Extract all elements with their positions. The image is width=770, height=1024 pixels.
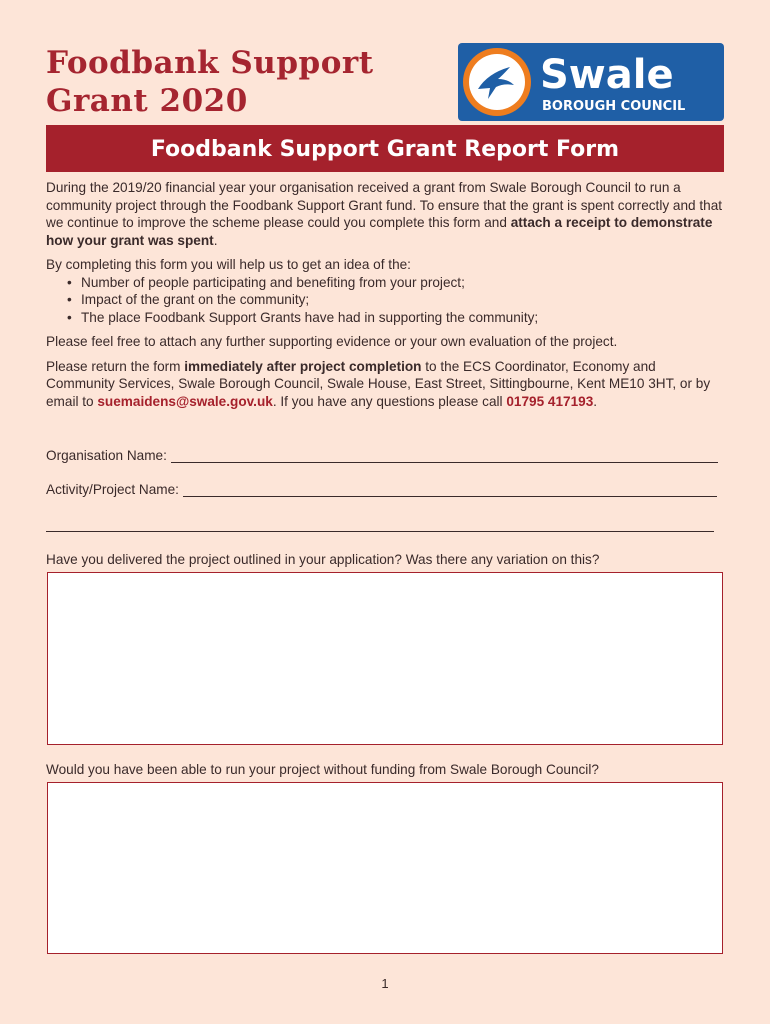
purpose-list xyxy=(46,274,726,327)
activity-name-continuation-line[interactable] xyxy=(46,531,714,532)
intro-paragraph-3: Please feel free to attach any further supporting evidence or your own evaluation of the project. xyxy=(46,334,618,349)
organisation-name-input[interactable] xyxy=(171,448,718,463)
list-item: • Number of people participating and benefiting from your project; xyxy=(81,274,726,292)
receipt-instruction: attach a receipt to demonstrate how your grant was spent xyxy=(46,215,713,248)
answer-box-2[interactable] xyxy=(47,782,723,954)
title-line-1: Foodbank Support xyxy=(46,45,374,81)
activity-name-label: Activity/Project Name: xyxy=(46,482,179,497)
intro-paragraph-2: By completing this form you will help us to get an idea of the: xyxy=(46,257,411,272)
intro-paragraph-1: During the 2019/20 financial year your organisation received a grant from Swale Borough Council to run a community project through the Foodbank Support Grant fund. To ensure that the grant is spent correctly and that we continue to improve the scheme please could you complete this form and attach a receipt to demonstrate how your grant was spent. xyxy=(46,180,723,248)
email-link[interactable]: suemaidens@swale.gov.uk xyxy=(97,393,273,409)
question-2: Would you have been able to run your project without funding from Swale Borough Council? xyxy=(46,762,599,777)
list-item: • The place Foodbank Support Grants have had in supporting the community; xyxy=(81,309,726,327)
question-1: Have you delivered the project outlined in your application? Was there any variation on this? xyxy=(46,552,600,567)
logo-sub-text: BOROUGH COUNCIL xyxy=(542,99,686,114)
intro-paragraph-4: Please return the form immediately after project completion to the ECS Coordinator, Economy and Community Services, Swale Borough Council, Swale House, East Street, Sittingbourne, Kent ME10 3HT, or by email to suemaidens@swale.gov.uk. If you have any questions please call 01795 417193. xyxy=(46,358,711,409)
logo-main-text: Swale xyxy=(540,52,674,98)
activity-name-field xyxy=(46,482,717,497)
swale-logo-graphic xyxy=(458,43,724,121)
organisation-name-label: Organisation Name: xyxy=(46,448,167,463)
list-item: • Impact of the grant on the community; xyxy=(81,291,726,309)
page-number: 1 xyxy=(381,976,389,991)
form-banner: Foodbank Support Grant Report Form xyxy=(46,125,724,172)
page-title xyxy=(46,44,374,120)
swale-logo xyxy=(458,43,724,121)
title-line-2: Grant 2020 xyxy=(46,83,248,119)
activity-name-input[interactable] xyxy=(183,482,717,497)
phone-number: 01795 417193 xyxy=(506,393,594,409)
organisation-name-field xyxy=(46,448,718,463)
intro-section xyxy=(46,179,726,417)
answer-box-1[interactable] xyxy=(47,572,723,745)
